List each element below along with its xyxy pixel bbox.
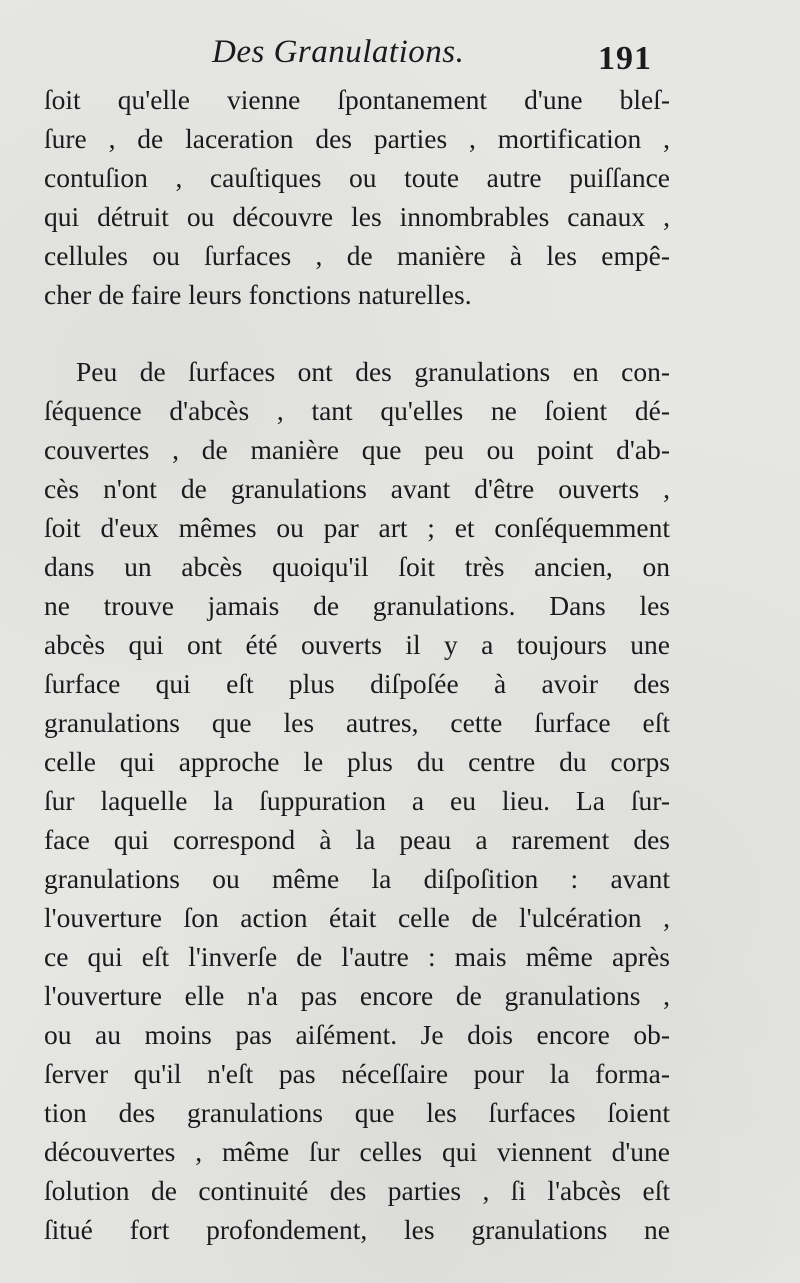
text-line: ou au moins pas aiſément. Je dois encore ob- <box>44 1019 670 1050</box>
text-line: granulations que les autres, cette ſurface eſt <box>44 707 670 738</box>
text-line: qui détruit ou découvre les innombrables canaux , <box>44 201 670 232</box>
text-line: ce qui eſt l'inverſe de l'autre : mais même après <box>44 941 670 972</box>
text-line: découvertes , même ſur celles qui viennent d'une <box>44 1136 670 1167</box>
paragraph-2 <box>44 352 670 1249</box>
text-line: cellules ou ſurfaces , de manière à les empê- <box>44 240 670 271</box>
text-line: face qui correspond à la peau a rarement des <box>44 824 670 855</box>
paragraph-1 <box>44 80 670 314</box>
text-line: Peu de ſurfaces ont des granulations en con- <box>76 356 670 387</box>
text-line: tion des granulations que les ſurfaces ſoient <box>44 1097 670 1128</box>
text-line: ſoit d'eux mêmes ou par art ; et conſéquemment <box>44 512 670 543</box>
text-line: couvertes , de manière que peu ou point d'ab- <box>44 434 670 465</box>
text-line: celle qui approche le plus du centre du corps <box>44 746 670 777</box>
text-line: ſéquence d'abcès , tant qu'elles ne ſoient dé- <box>44 395 670 426</box>
text-line: ſoit qu'elle vienne ſpontanement d'une bleſ- <box>44 84 670 115</box>
text-line: ſolution de continuité des parties , ſi l'abcès eſt <box>44 1175 670 1206</box>
text-line: abcès qui ont été ouverts il y a toujours une <box>44 629 670 660</box>
page-number: 191 <box>598 40 652 77</box>
text-line: contuſion , cauſtiques ou toute autre puiſſance <box>44 162 670 193</box>
text-line: ſerver qu'il n'eſt pas néceſſaire pour la forma- <box>44 1058 670 1089</box>
text-line: ſur laquelle la ſuppuration a eu lieu. La ſur- <box>44 785 670 816</box>
text-line: cès n'ont de granulations avant d'être ouverts , <box>44 473 670 504</box>
running-head-title: Des Granulations. <box>212 34 465 70</box>
running-head <box>0 34 800 84</box>
text-line: ne trouve jamais de granulations. Dans les <box>44 590 670 621</box>
text-line: ſitué fort profondement, les granulations ne <box>44 1214 670 1245</box>
text-line: cher de faire leurs fonctions naturelles. <box>44 279 472 310</box>
text-line: granulations ou même la diſpoſition : avant <box>44 863 670 894</box>
text-line: ſurface qui eſt plus diſpoſée à avoir des <box>44 668 670 699</box>
text-line: ſure , de laceration des parties , mortification , <box>44 123 670 154</box>
text-line: dans un abcès quoiqu'il ſoit très ancien, on <box>44 551 670 582</box>
text-line: l'ouverture ſon action était celle de l'ulcération , <box>44 902 670 933</box>
text-line: l'ouverture elle n'a pas encore de granulations , <box>44 980 670 1011</box>
